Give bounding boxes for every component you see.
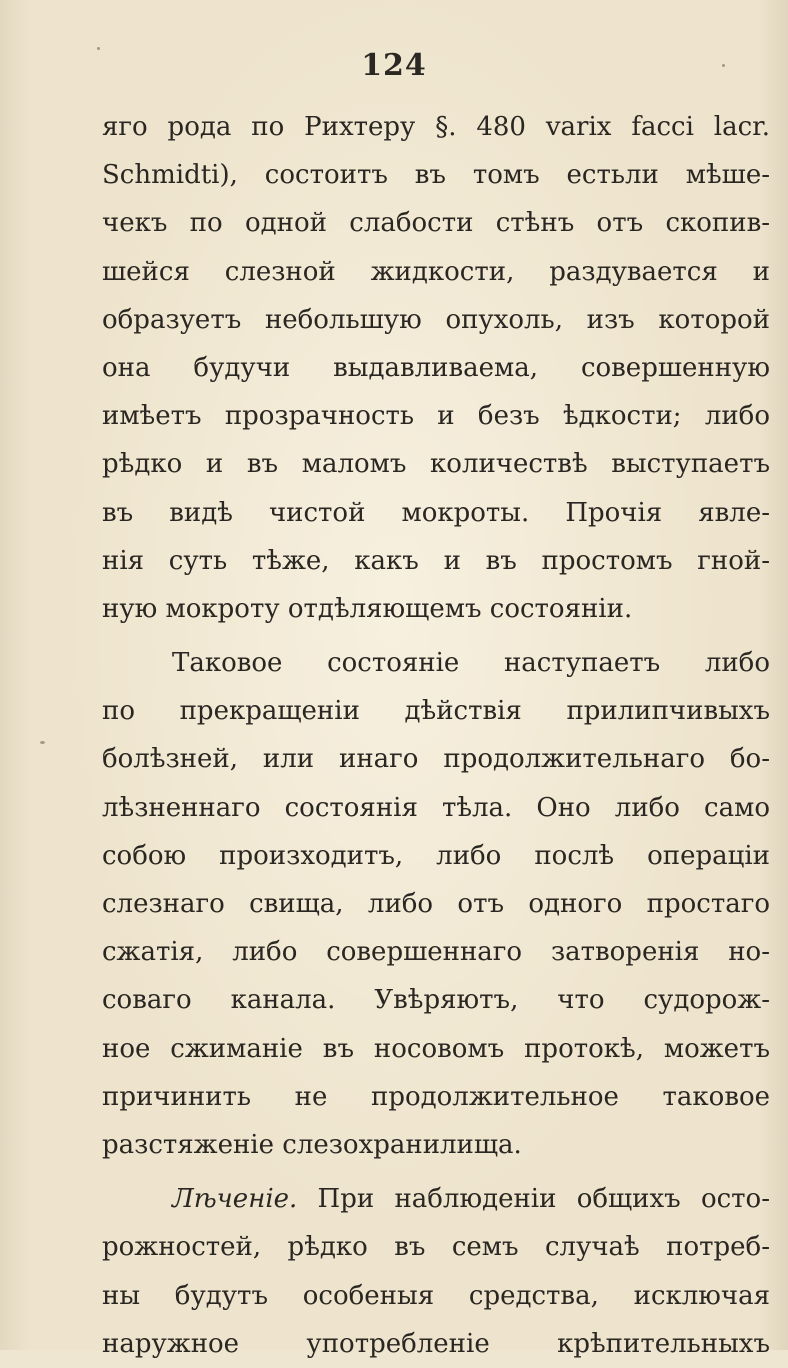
text-line: соваго канала. Увѣряютъ, что судорож- bbox=[102, 985, 770, 1016]
text-line: рѣдко и въ маломъ количествѣ выступаетъ bbox=[102, 449, 770, 480]
text-line: ную мокроту отдѣляющемъ состояніи. bbox=[102, 593, 633, 624]
text-line: лѣзненнаго состоянія тѣла. Оно либо само bbox=[102, 792, 770, 823]
text-line: слезнаго свища, либо отъ одного простаго bbox=[102, 889, 770, 919]
text-line: образуетъ небольшую опухоль, изъ которой bbox=[102, 304, 770, 335]
text-line: она будучи выдавливаема, совершенную bbox=[102, 352, 770, 383]
text-line: Schmidti), состоитъ въ томъ естьли мѣше- bbox=[102, 160, 770, 191]
text-line: собою произходитъ, либо послѣ операціи bbox=[102, 840, 770, 871]
paragraph-3 bbox=[102, 1175, 770, 1368]
text-line: рожностей, рѣдко въ семъ случаѣ потреб- bbox=[102, 1232, 770, 1263]
text-line: наружное употребленіе крѣпительныхъ bbox=[102, 1328, 770, 1359]
text-line: ны будутъ особеныя средства, исключая bbox=[102, 1280, 770, 1311]
page-number: 124 bbox=[361, 48, 427, 83]
text-line: яго рода по Рихтеру §. 480 varix facci lacr. bbox=[102, 112, 770, 142]
text-line: болѣзней, или инаго продолжительнаго бо- bbox=[102, 744, 770, 775]
section-term: Лѣченіе. bbox=[172, 1184, 298, 1215]
text-line: имѣетъ прозрачность и безъ ѣдкости; либо bbox=[102, 401, 770, 432]
body-text bbox=[102, 103, 770, 1368]
text-line: Таковое состояніе наступаетъ либо bbox=[172, 648, 770, 679]
text-line: ное сжиманіе въ носовомъ протокѣ, можетъ bbox=[102, 1033, 770, 1064]
ink-speck bbox=[40, 741, 45, 744]
text-line bbox=[102, 1175, 770, 1223]
text-line: по прекращеніи дѣйствія прилипчивыхъ bbox=[102, 696, 770, 727]
text-line: причинить не продолжительное таковое bbox=[102, 1081, 770, 1112]
paragraph-1 bbox=[102, 103, 770, 633]
text-line: въ видѣ чистой мокроты. Прочія явле- bbox=[102, 497, 770, 528]
text-line: нія суть тѣже, какъ и въ простомъ гной- bbox=[102, 545, 770, 576]
text-line: чекъ по одной слабости стѣнъ отъ скопив- bbox=[102, 208, 770, 239]
text-line: разстяженіе слезохранилища. bbox=[102, 1129, 522, 1160]
paragraph-2 bbox=[102, 639, 770, 1169]
text-line: шейся слезной жидкости, раздувается и bbox=[102, 256, 770, 287]
text-line: сжатія, либо совершеннаго затворенія но- bbox=[102, 937, 770, 968]
text-line-tail: При наблюденіи общихъ осто- bbox=[317, 1184, 770, 1215]
